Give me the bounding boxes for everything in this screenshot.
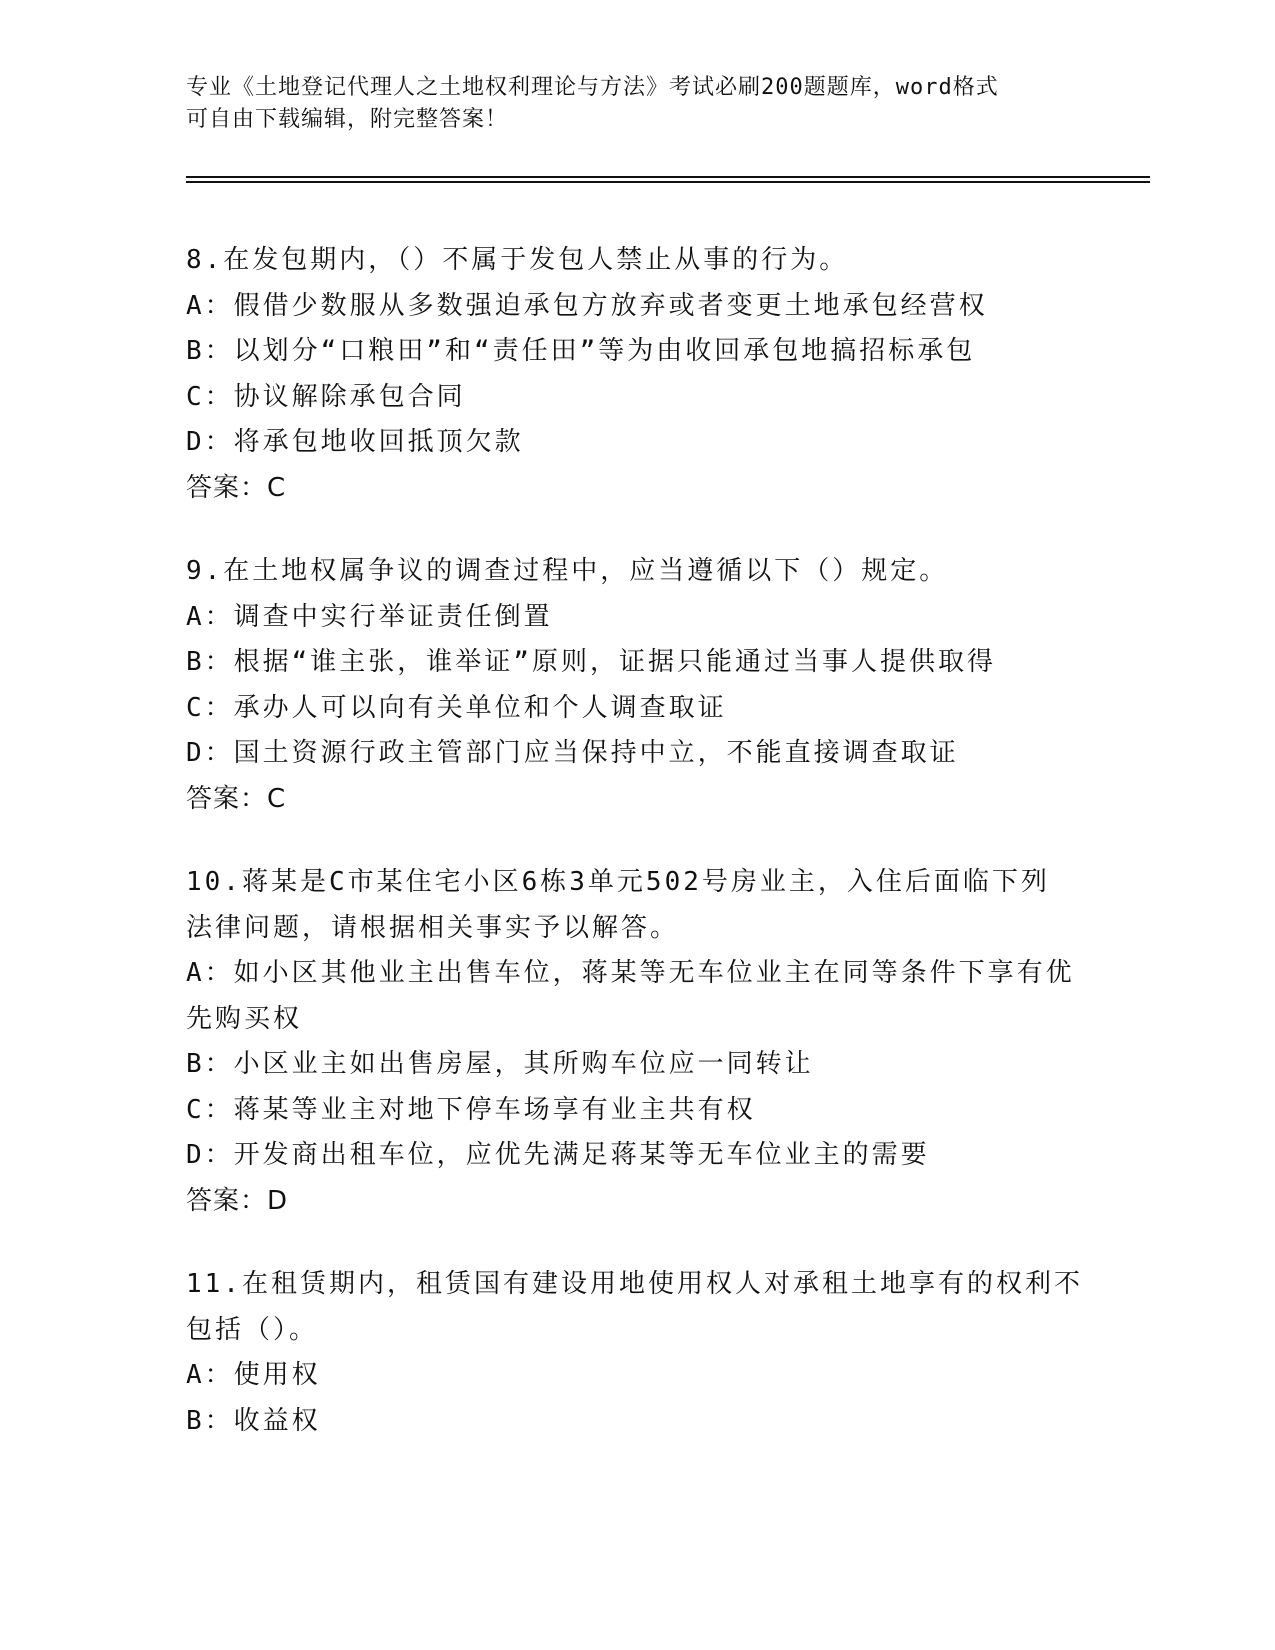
question-10 <box>186 860 1086 1224</box>
option-a-line-1: A：如小区其他业主出售车位，蒋某等无车位业主在同等条件下享有优 <box>186 958 1075 988</box>
question-list <box>186 238 1086 1482</box>
question-stem-line-2: 法律问题，请根据相关事实予以解答。 <box>186 912 680 943</box>
document-header <box>186 72 1066 136</box>
option-d: D：开发商出租车位，应优先满足蒋某等无车位业主的需要 <box>186 1140 930 1170</box>
header-line-2: 可自由下载编辑，附完整答案！ <box>186 107 509 132</box>
question-8 <box>186 238 1086 511</box>
question-stem-line-2: 包括（）。 <box>186 1314 319 1345</box>
option-a-line-2: 先购买权 <box>186 1003 303 1034</box>
option-d: D：国土资源行政主管部门应当保持中立，不能直接调查取证 <box>186 738 959 768</box>
option-d: D：将承包地收回抵顶欠款 <box>186 427 524 457</box>
answer: 答案：C <box>186 472 287 503</box>
question-stem-line-1: 11.在租赁期内，租赁国有建设用地使用权人对承租土地享有的权利不 <box>186 1269 1083 1299</box>
header-divider-top <box>186 176 1150 178</box>
question-stem: 8.在发包期内，（）不属于发包人禁止从事的行为。 <box>186 245 849 275</box>
option-a: A：调查中实行举证责任倒置 <box>186 601 553 632</box>
answer: 答案：D <box>186 1185 289 1216</box>
option-c: C：协议解除承包合同 <box>186 381 466 412</box>
question-9 <box>186 549 1086 822</box>
question-11 <box>186 1262 1086 1444</box>
answer: 答案：C <box>186 783 287 814</box>
question-stem: 9.在土地权属争议的调查过程中，应当遵循以下（）规定。 <box>186 556 949 586</box>
option-a: A：假借少数服从多数强迫承包方放弃或者变更土地承包经营权 <box>186 290 988 321</box>
option-a: A：使用权 <box>186 1360 321 1390</box>
option-b: B：小区业主如出售房屋，其所购车位应一同转让 <box>186 1049 814 1079</box>
question-stem-line-1: 10.蒋某是C市某住宅小区6栋3单元502号房业主，入住后面临下列 <box>186 867 1050 897</box>
option-b: B：收益权 <box>186 1405 321 1436</box>
header-divider-bottom <box>186 181 1150 183</box>
option-b: B：以划分“口粮田”和“责任田”等为由收回承包地搞招标承包 <box>186 336 976 366</box>
option-b: B：根据“谁主张，谁举证”原则，证据只能通过当事人提供取得 <box>186 647 996 677</box>
option-c: C：蒋某等业主对地下停车场享有业主共有权 <box>186 1094 756 1125</box>
option-c: C：承办人可以向有关单位和个人调查取证 <box>186 692 727 723</box>
header-line-1: 专业《土地登记代理人之土地权利理论与方法》考试必刷200题题库，word格式 <box>186 75 999 100</box>
